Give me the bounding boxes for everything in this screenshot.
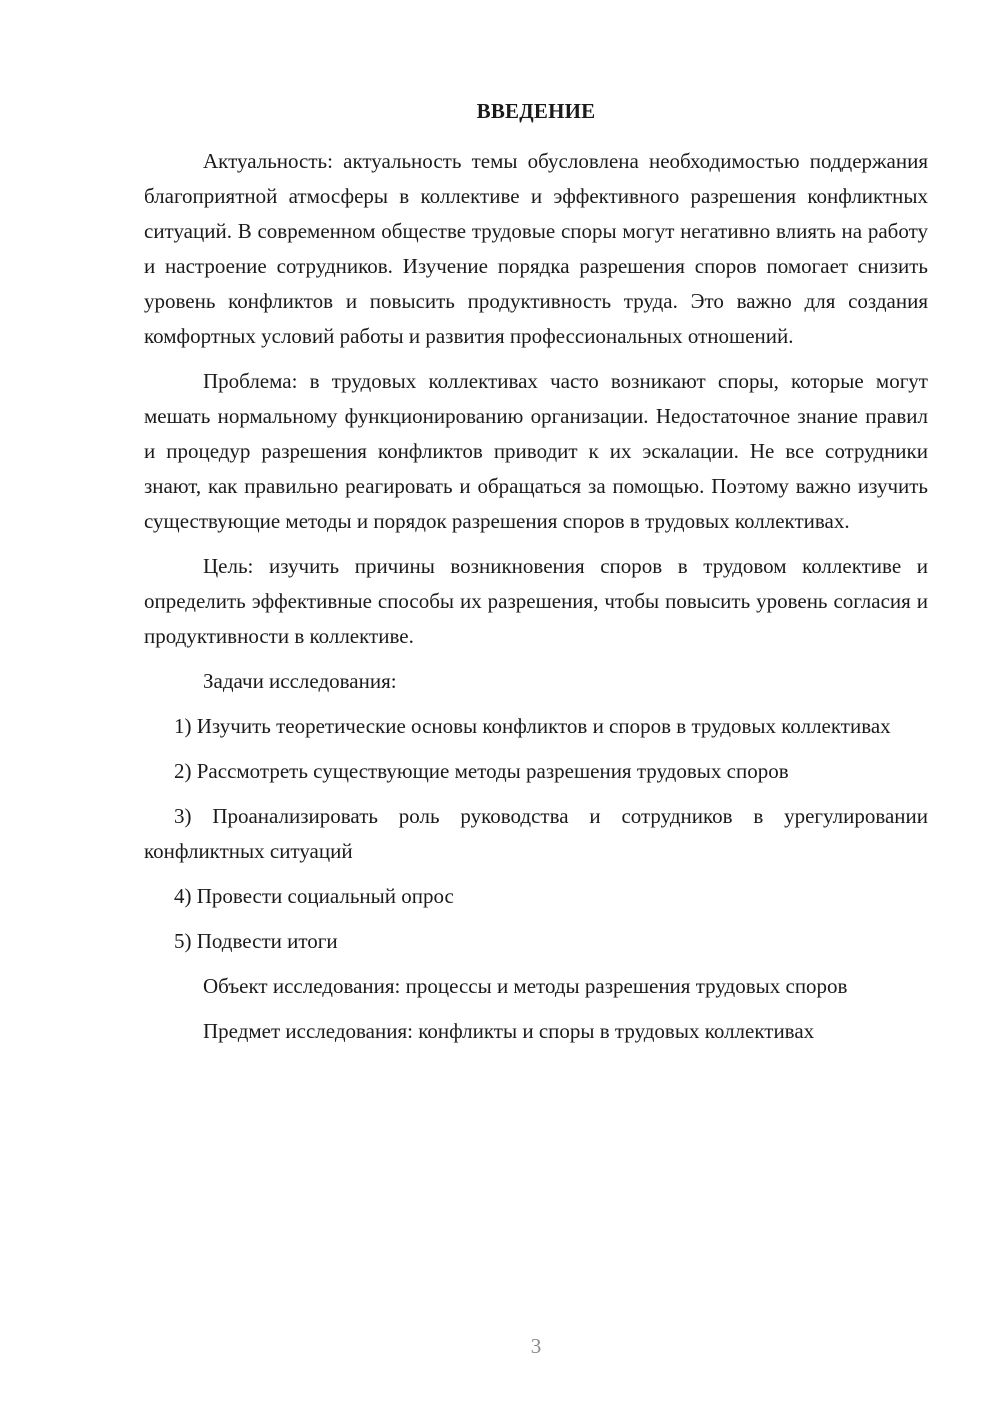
paragraph-goal: Цель: изучить причины возникновения споров в трудовом коллективе и определить эффективные способы их разрешения, чтобы повысить уровень согласия и продуктивности в коллективе.: [144, 554, 928, 648]
list-item-task-2: 2) Рассмотреть существующие методы разрешения трудовых споров: [174, 759, 789, 783]
list-item-task-5: 5) Подвести итоги: [174, 929, 338, 953]
paragraph-relevance: Актуальность: актуальность темы обусловлена необходимостью поддержания благоприятной атмосферы в коллективе и эффективного разрешения конфликтных ситуаций. В современном обществе трудовые споры могут негативно влиять на работу и настроение сотрудников. Изучение порядка разрешения споров помогает снизить уровень конфликтов и повысить продуктивность труда. Это важно для создания комфортных условий работы и развития профессиональных отношений.: [144, 149, 928, 348]
document-page: [144, 96, 928, 1059]
list-item-task-3: 3) Проанализировать роль руководства и сотрудников в урегулировании конфликтных ситуаций: [144, 804, 928, 863]
paragraph-object: Объект исследования: процессы и методы разрешения трудовых споров: [203, 974, 848, 998]
paragraph-tasks-heading: Задачи исследования:: [203, 669, 397, 693]
list-item-task-1: 1) Изучить теоретические основы конфликтов и споров в трудовых коллективах: [174, 714, 891, 738]
page-number: 3: [530, 1334, 542, 1358]
paragraph-subject: Предмет исследования: конфликты и споры в трудовых коллективах: [203, 1019, 815, 1043]
list-item-task-4: 4) Провести социальный опрос: [174, 884, 454, 908]
document-title: ВВЕДЕНИЕ: [476, 99, 596, 123]
paragraph-problem: Проблема: в трудовых коллективах часто возникают споры, которые могут мешать нормальному функционированию организации. Недостаточное знание правил и процедур разрешения конфликтов приводит к их эскалации. Не все сотрудники знают, как правильно реагировать и обращаться за помощью. Поэтому важно изучить существующие методы и порядок разрешения споров в трудовых коллективах.: [144, 369, 928, 533]
